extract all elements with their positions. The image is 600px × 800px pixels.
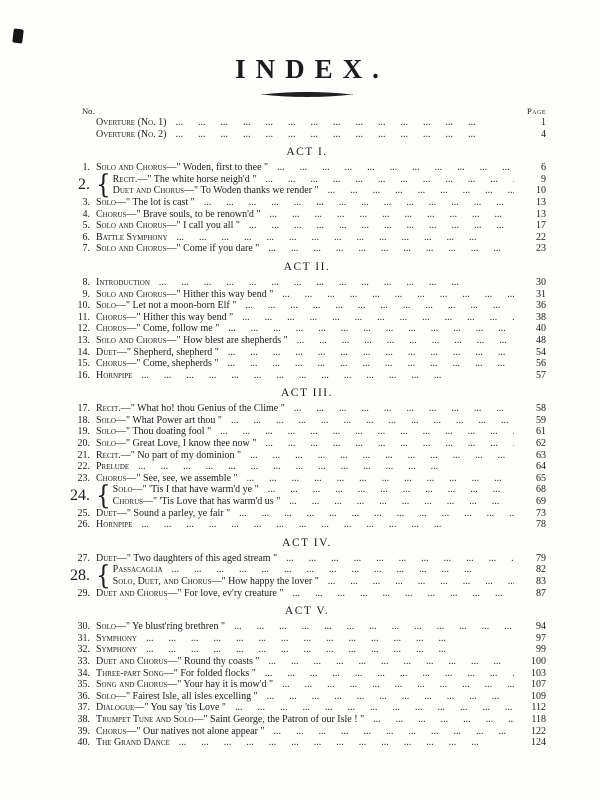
- entry-title: " Your hay it is mow'd ": [177, 679, 274, 691]
- entry-number: 34.: [77, 667, 90, 679]
- index-line: [68, 426, 546, 438]
- index-entry-group: [68, 169, 546, 200]
- entry-number: 12.: [77, 323, 90, 335]
- entry-title: " What Power art thou ": [125, 414, 222, 426]
- entry-title: " I call you all ": [176, 220, 240, 232]
- entry-title: " Hither this way bend ": [136, 311, 234, 323]
- dot-leaders: [268, 484, 514, 496]
- index-line: [68, 197, 546, 209]
- dot-leaders: [268, 243, 514, 255]
- index-entry-group: [68, 480, 546, 511]
- entry-kind: Hornpipe: [96, 519, 133, 531]
- entry-title: " No part of my dominion ": [130, 449, 242, 461]
- index-line: [68, 277, 546, 289]
- entry-title: " What ho! thou Genius of the Clime ": [130, 403, 285, 415]
- entry-kind: Solo, Duet, and Chorus—: [112, 576, 222, 587]
- entry-number: 35.: [77, 679, 90, 691]
- dot-leaders: [277, 162, 514, 174]
- dot-leaders: [138, 461, 514, 473]
- entry-page: 54: [536, 346, 546, 358]
- index-line: [68, 358, 546, 370]
- ornament-rule-icon: [261, 90, 353, 99]
- entry-number: 37.: [77, 702, 90, 714]
- entry-title: " Round thy coasts ": [177, 655, 260, 667]
- entry-number: 21.: [77, 449, 90, 461]
- entry-number: 28.: [70, 567, 90, 584]
- act-heading: ACT IV.: [282, 536, 332, 549]
- entry-kind: Chorus—: [96, 472, 137, 484]
- dot-leaders: [228, 347, 514, 359]
- entry-page: 10: [536, 185, 546, 197]
- dot-leaders: [204, 197, 514, 209]
- entry-title: " Great Love, I know thee now ": [125, 438, 257, 450]
- entry-title: " Sound a parley, ye fair ": [126, 507, 231, 519]
- entry-page: 22: [536, 231, 546, 243]
- index-line: [68, 553, 546, 565]
- entry-number: 15.: [77, 358, 90, 370]
- entry-page: 48: [536, 334, 546, 346]
- entry-page: 59: [536, 414, 546, 426]
- entry-page: 107: [531, 679, 546, 691]
- dot-leaders: [250, 450, 514, 462]
- entry-kind: Chorus—: [96, 725, 137, 737]
- entry-kind: Solo and Chorus—: [96, 288, 177, 300]
- entry-title: " Our natives not alone appear ": [136, 725, 265, 737]
- index-line: [68, 633, 546, 645]
- entry-page: 65: [536, 472, 546, 484]
- dot-leaders: [159, 277, 514, 289]
- entry-kind: Recit.—: [96, 403, 131, 415]
- index-line: [68, 621, 546, 633]
- index-line: [68, 129, 546, 141]
- entry-number: 10.: [77, 300, 90, 312]
- index-line: [68, 656, 546, 668]
- dot-leaders: [146, 644, 514, 656]
- index-line: [68, 312, 546, 324]
- entry-page: 4: [541, 128, 546, 140]
- dot-leaders: [245, 300, 514, 312]
- entry-kind: Duet and Chorus—: [112, 185, 195, 197]
- dot-leaders: [265, 174, 514, 186]
- entry-number: 30.: [77, 621, 90, 633]
- entry-page: 1: [541, 117, 546, 128]
- dot-leaders: [172, 564, 514, 576]
- entry-kind: Hornpipe: [96, 369, 133, 381]
- act-heading: ACT I.: [286, 146, 328, 159]
- entry-page: 78: [536, 519, 546, 531]
- entry-title: " For folded flocks ": [173, 667, 256, 679]
- brace-glyph: {: [96, 169, 111, 200]
- entry-number: 9.: [82, 288, 90, 300]
- entry-number: 7.: [82, 243, 90, 255]
- entry-title: " Hither this way bend ": [176, 288, 274, 300]
- entry-kind: Recit.—: [96, 449, 131, 461]
- dot-leaders: [234, 621, 514, 633]
- entry-title: " Saint George, the Patron of our Isle ! ": [203, 713, 365, 725]
- entry-page: 83: [536, 576, 546, 587]
- index-line: [68, 644, 546, 656]
- dot-leaders: [267, 691, 514, 703]
- dot-leaders: [146, 633, 514, 645]
- act-heading: ACT II.: [283, 260, 331, 273]
- entry-page: 68: [536, 484, 546, 496]
- entry-number: 18.: [77, 414, 90, 426]
- entry-kind: Solo—: [96, 414, 126, 426]
- entry-kind: Duet—: [96, 552, 127, 564]
- title-ornament: [68, 90, 546, 99]
- entry-number: 1.: [82, 162, 90, 174]
- dot-leaders: [231, 415, 514, 427]
- entry-kind: Overture (No. 1): [96, 117, 167, 128]
- dot-leaders: [179, 737, 514, 749]
- entry-number: 19.: [77, 426, 90, 438]
- entry-kind: Symphony: [96, 644, 137, 656]
- entry-kind: Overture (No. 2): [96, 128, 167, 140]
- index-line: [68, 117, 546, 129]
- entry-page: 63: [536, 449, 546, 461]
- entry-page: 64: [536, 461, 546, 473]
- act-heading: ACT III.: [280, 387, 334, 400]
- column-header-no: No.: [82, 106, 95, 116]
- entry-page: 100: [531, 655, 546, 667]
- entry-kind: Solo and Chorus—: [96, 220, 177, 232]
- index-line: [68, 289, 546, 301]
- entry-page: 36: [536, 300, 546, 312]
- entry-title: " Thou doating fool ": [125, 426, 212, 438]
- entry-kind: Solo—: [112, 484, 143, 496]
- dot-leaders: [328, 576, 514, 588]
- dot-leaders: [235, 702, 514, 714]
- group-lines: [113, 484, 546, 507]
- entry-page: 30: [536, 276, 546, 288]
- index-line: [68, 162, 546, 174]
- entry-title: " Come if you dare ": [176, 243, 260, 255]
- dot-leaders: [242, 312, 514, 324]
- dot-leaders: [292, 588, 514, 600]
- entry-number: 29.: [77, 587, 90, 599]
- index-body: [68, 117, 546, 749]
- entry-kind: Introduction: [96, 276, 150, 288]
- index-entry-group: [68, 560, 546, 591]
- brace-glyph: {: [96, 560, 111, 591]
- entry-number: 5.: [82, 220, 90, 232]
- entry-kind: Passacaglia: [112, 564, 163, 576]
- entry-title: " 'Tis I that have warm'd ye ": [142, 484, 259, 496]
- entry-page: 13: [536, 196, 546, 208]
- dot-leaders: [373, 714, 514, 726]
- entry-kind: Duet—: [96, 507, 127, 519]
- index-line: [113, 576, 546, 588]
- entry-page: 57: [536, 369, 546, 381]
- entry-page: 6: [541, 162, 546, 174]
- entry-number: 38.: [77, 713, 90, 725]
- dot-leaders: [270, 209, 514, 221]
- entry-page: 40: [536, 323, 546, 335]
- entry-number: 27.: [77, 552, 90, 564]
- entry-title: " See, see, we assemble ": [136, 472, 238, 484]
- dot-leaders: [227, 358, 514, 370]
- index-line: [68, 450, 546, 462]
- entry-kind: Chorus—: [96, 208, 137, 220]
- entry-kind: Chorus—: [96, 358, 137, 370]
- entry-kind: Duet and Chorus—: [96, 587, 178, 599]
- entry-title: " For love, ev'ry creature ": [177, 587, 284, 599]
- entry-kind: Solo and Chorus—: [96, 334, 177, 346]
- index-line: [113, 185, 546, 197]
- entry-number: 22.: [77, 461, 90, 473]
- dot-leaders: [282, 289, 514, 301]
- entry-page: 94: [536, 621, 546, 633]
- index-line: [68, 323, 546, 335]
- dot-leaders: [247, 473, 514, 485]
- index-line: [68, 209, 546, 221]
- entry-page: 103: [531, 667, 546, 679]
- entry-number: 13.: [77, 334, 90, 346]
- index-line: [68, 691, 546, 703]
- entry-page: 61: [536, 426, 546, 438]
- index-line: [68, 702, 546, 714]
- entry-page: 62: [536, 438, 546, 450]
- entry-kind: Dialogue—: [96, 702, 145, 714]
- index-line: [113, 484, 546, 496]
- entry-title: " How blest are shepherds ": [176, 334, 288, 346]
- entry-kind: Solo—: [96, 621, 126, 633]
- entry-number: 26.: [77, 519, 90, 531]
- dot-leaders: [220, 426, 514, 438]
- entry-kind: Solo—: [96, 426, 126, 438]
- dot-leaders: [141, 519, 514, 531]
- entry-title: " The lot is cast ": [125, 196, 195, 208]
- entry-number: 25.: [77, 507, 90, 519]
- index-line: [68, 220, 546, 232]
- entry-page: 9: [541, 173, 546, 185]
- page-title: INDEX.: [235, 54, 389, 84]
- entry-kind: Battle Symphony: [96, 231, 168, 243]
- dot-leaders: [176, 117, 514, 129]
- entry-number: 40.: [77, 737, 90, 749]
- brace-glyph: {: [96, 480, 111, 511]
- group-lines: [113, 564, 546, 587]
- entry-title: " Come, shepherds ": [136, 358, 219, 370]
- dot-leaders: [328, 185, 514, 197]
- index-line: [68, 679, 546, 691]
- entry-kind: Solo and Chorus—: [96, 243, 177, 255]
- dot-leaders: [282, 679, 514, 691]
- dot-leaders: [297, 335, 514, 347]
- entry-number: 23.: [77, 472, 90, 484]
- entry-page: 13: [536, 208, 546, 220]
- dot-leaders: [176, 129, 514, 141]
- entry-number: 31.: [77, 632, 90, 644]
- entry-page: 99: [536, 644, 546, 656]
- dot-leaders: [265, 438, 514, 450]
- entry-kind: Solo—: [96, 196, 126, 208]
- entry-page: 31: [536, 288, 546, 300]
- entry-kind: The Grand Dance: [96, 737, 170, 749]
- index-line: [68, 438, 546, 450]
- entry-number: 14.: [77, 346, 90, 358]
- entry-page: 58: [536, 403, 546, 415]
- entry-number: 6.: [82, 231, 90, 243]
- entry-page: 87: [536, 587, 546, 599]
- dot-leaders: [265, 668, 514, 680]
- index-line: [68, 519, 546, 531]
- entry-page: 97: [536, 632, 546, 644]
- entry-kind: Chorus—: [112, 496, 154, 508]
- entry-kind: Trumpet Tune and Solo—: [96, 713, 204, 725]
- index-line: [68, 668, 546, 680]
- entry-page: 118: [531, 713, 546, 725]
- index-line: [68, 714, 546, 726]
- entry-title: " Two daughters of this aged stream ": [126, 552, 278, 564]
- entry-kind: Duet—: [96, 346, 127, 358]
- index-line: [68, 403, 546, 415]
- entry-number: 32.: [77, 644, 90, 656]
- entry-number: 20.: [77, 438, 90, 450]
- dot-leaders: [274, 726, 514, 738]
- entry-kind: Duet and Chorus—: [96, 655, 178, 667]
- entry-number: 33.: [77, 655, 90, 667]
- entry-title: " Woden, first to thee ": [176, 162, 269, 174]
- index-line: [68, 461, 546, 473]
- entry-page: 56: [536, 358, 546, 370]
- index-line: [68, 508, 546, 520]
- act-heading: ACT V.: [284, 605, 330, 618]
- entry-number: 36.: [77, 690, 90, 702]
- index-line: [113, 174, 546, 186]
- index-line: [68, 232, 546, 244]
- entry-kind: Recit.—: [112, 173, 148, 185]
- index-line: [113, 496, 546, 508]
- entry-page: 23: [536, 243, 546, 255]
- entry-kind: Prelude: [96, 461, 130, 473]
- entry-title: " Brave souls, to be renown'd ": [136, 208, 261, 220]
- dot-leaders: [141, 370, 514, 382]
- entry-title: " 'Tis Love that has warm'd us ": [153, 496, 281, 508]
- entry-title: " To Woden thanks we render ": [194, 185, 319, 197]
- index-line: [68, 347, 546, 359]
- entry-kind: Chorus—: [96, 323, 137, 335]
- entry-number: 24.: [70, 487, 90, 505]
- index-line: [68, 370, 546, 382]
- entry-title: " Come, follow me ": [136, 323, 220, 335]
- entry-page: 79: [536, 552, 546, 564]
- index-line: [68, 415, 546, 427]
- entry-number: 39.: [77, 725, 90, 737]
- dot-leaders: [228, 323, 514, 335]
- dot-leaders: [249, 220, 514, 232]
- entry-number: 17.: [77, 403, 90, 415]
- index-line: [68, 243, 546, 255]
- entry-title: " How happy the lover ": [221, 576, 319, 587]
- entry-page: 109: [531, 690, 546, 702]
- dot-leaders: [177, 232, 514, 244]
- dot-leaders: [289, 496, 514, 508]
- entry-number: 16.: [77, 369, 90, 381]
- entry-page: 124: [531, 737, 546, 749]
- entry-title: " Ye blust'ring brethren ": [125, 621, 226, 633]
- column-headers: [68, 106, 546, 116]
- index-line: [68, 588, 546, 600]
- entry-page: 122: [531, 725, 546, 737]
- entry-number: 2.: [78, 176, 90, 194]
- entry-title: " Fairest Isle, all isles excelling ": [125, 690, 258, 702]
- entry-title: " The white horse neigh'd ": [147, 173, 257, 185]
- entry-kind: Three-part Song—: [96, 667, 174, 679]
- index-line: [68, 726, 546, 738]
- entry-kind: Solo and Chorus—: [96, 162, 177, 174]
- dot-leaders: [286, 553, 514, 565]
- entry-kind: Solo—: [96, 690, 126, 702]
- entry-page: 69: [536, 496, 546, 508]
- entry-title: " Let not a moon-born Elf ": [125, 300, 237, 312]
- index-line: [68, 300, 546, 312]
- entry-number: 8.: [82, 276, 90, 288]
- dot-leaders: [294, 403, 514, 415]
- entry-kind: Solo—: [96, 300, 126, 312]
- dot-leaders: [268, 656, 514, 668]
- entry-kind: Chorus—: [96, 311, 137, 323]
- index-line: [68, 473, 546, 485]
- index-line: [68, 335, 546, 347]
- entry-page: 17: [536, 220, 546, 232]
- dot-leaders: [239, 508, 514, 520]
- index-line: [113, 564, 546, 576]
- entry-kind: Solo—: [96, 438, 126, 450]
- entry-title: " You say 'tis Love ": [144, 702, 226, 714]
- entry-page: 112: [531, 702, 546, 714]
- entry-title: " Shepherd, shepherd ": [126, 346, 219, 358]
- entry-page: 73: [536, 507, 546, 519]
- index-line: [68, 737, 546, 749]
- entry-number: 11.: [77, 311, 90, 323]
- entry-kind: Song and Chorus—: [96, 679, 178, 691]
- column-header-page: Page: [526, 106, 546, 116]
- group-lines: [113, 174, 546, 197]
- entry-page: 38: [536, 311, 546, 323]
- entry-number: 3.: [82, 196, 90, 208]
- entry-page: 82: [536, 564, 546, 576]
- entry-number: 4.: [82, 208, 90, 220]
- entry-kind: Symphony: [96, 632, 137, 644]
